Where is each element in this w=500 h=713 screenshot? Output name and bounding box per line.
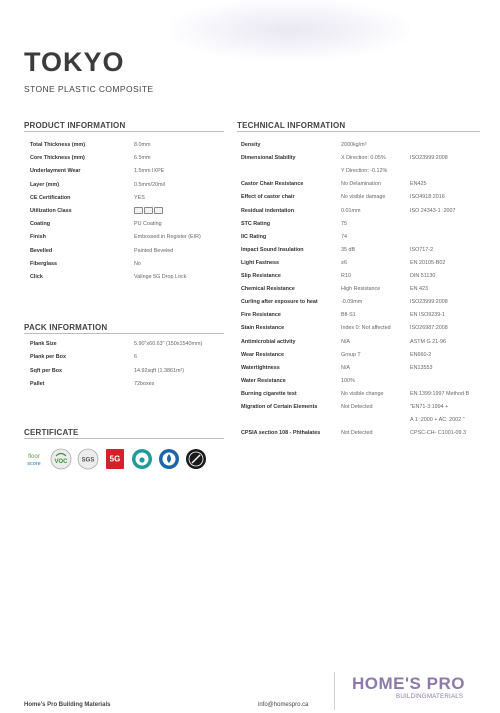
spec-value: 2000kg/m³: [341, 142, 367, 148]
spec-label: Utilization Class: [30, 208, 72, 214]
spec-label: Core Thickness (mm): [30, 155, 85, 162]
brand-logo-sub: BUILDINGMATERIALS: [396, 693, 464, 700]
spec-label: Fiberglass: [30, 260, 57, 267]
spec-value: Painted Beveled: [134, 247, 174, 254]
certificate-logos: [23, 448, 207, 470]
spec-label: Click: [30, 274, 43, 280]
spec-standard: EN13553: [410, 364, 433, 371]
spec-label: Dimensional Stability: [241, 155, 296, 162]
certificate-logo-5g: [104, 448, 126, 470]
certificate-logo-graphic: [50, 448, 72, 470]
footer-company: Home's Pro Building Materials: [24, 702, 111, 708]
spec-value: PU Coating: [134, 221, 162, 228]
spec-value: 5.90"x60.63" (150x1540mm): [134, 341, 203, 347]
spec-label: Curling after exposure to heat: [241, 299, 318, 306]
pack-info-rule: [24, 333, 224, 334]
certificate-logo-text: 5G: [109, 454, 121, 464]
spec-value: Index 0: Not affected: [341, 325, 391, 332]
footer-email[interactable]: info@homespro.ca: [258, 702, 309, 708]
product-info-rule: [24, 131, 224, 132]
utilization-class-icons: [134, 207, 163, 214]
spec-value: Group T: [341, 351, 361, 358]
spec-standard: DIN 51130: [410, 273, 436, 279]
pack-info-title: PACK INFORMATION: [24, 323, 108, 332]
svg-text:score: score: [27, 461, 41, 467]
svg-text:floor: floor: [28, 454, 40, 460]
spec-standard: EN660-2: [410, 351, 432, 358]
spec-value: 6.5mm: [134, 155, 151, 162]
spec-label: Burning cigarette test: [241, 390, 297, 397]
spec-label: Pallet: [30, 380, 45, 387]
product-info-table: [30, 142, 230, 287]
product-info-title: PRODUCT INFORMATION: [24, 121, 126, 130]
certificate-rule: [24, 438, 224, 439]
spec-value: Embossed in Register (EIR): [134, 234, 201, 241]
spec-value: X Direction: 0.05%: [341, 155, 386, 162]
spec-standard: EN ISO9239-1: [410, 312, 446, 319]
spec-label: Residual indentation: [241, 207, 295, 214]
spec-value: No visible damage: [341, 194, 386, 201]
spec-value: High Resistance: [341, 286, 381, 293]
spec-label: Chemical Resistance: [241, 286, 295, 293]
utilization-icon: [144, 207, 153, 214]
spec-standard: A 1 :2000 + AC: 2002 ": [410, 417, 465, 424]
technical-info-table: [241, 142, 491, 442]
spec-label: CPSIA section 108 - Phthalates: [241, 430, 321, 437]
spec-label: Total Thickness (mm): [30, 142, 86, 148]
spec-label: Water Resistance: [241, 377, 286, 384]
spec-value: 0.5mm/20mil: [134, 181, 165, 188]
spec-value: 1.5mm IXPE: [134, 168, 165, 175]
certificate-logo-graphic: [104, 448, 126, 470]
spec-standard: EN 423: [410, 286, 428, 293]
spec-label: Migration of Certain Elements: [241, 404, 318, 410]
spec-standard: ISO23999:2008: [410, 299, 448, 306]
utilization-icon: [134, 207, 143, 214]
spec-standard: ISO 24343-1 :2007: [410, 207, 456, 214]
spec-label: Bevelled: [30, 247, 53, 254]
spec-standard: EN 20105-B02: [410, 259, 446, 266]
certificate-logo-text: VOC: [54, 459, 68, 465]
header-glow: [170, 0, 410, 60]
technical-info-rule: [237, 131, 480, 132]
spec-standard: ISO26987:2008: [410, 325, 448, 332]
product-title: TOKYO: [24, 47, 125, 77]
brand-logo-main: HOME'S PRO: [352, 674, 465, 693]
spec-label: Finish: [30, 234, 46, 241]
spec-value: 75: [341, 220, 347, 227]
spec-label: IIC Rating: [241, 233, 267, 240]
spec-label: STC Rating: [241, 220, 271, 227]
certificate-logo-floorscore: [23, 448, 45, 470]
spec-label: Density: [241, 142, 261, 148]
spec-label: Light Fastness: [241, 259, 280, 266]
spec-label: Castor Chair Resistance: [241, 181, 304, 188]
certificate-logo-graphic: [77, 448, 99, 470]
spec-value: Not Detected: [341, 430, 373, 437]
spec-standard: ISO717-2: [410, 246, 434, 253]
footer-divider: [334, 672, 335, 710]
spec-value: 8.0mm: [134, 142, 151, 148]
certificate-logo-graphic: [23, 448, 45, 470]
spec-standard: ISO23999:2008: [410, 155, 448, 162]
spec-label: Coating: [30, 221, 51, 228]
spec-label: Plank Size: [30, 341, 57, 347]
spec-label: Layer (mm): [30, 181, 60, 188]
spec-label: Antimicrobial activity: [241, 338, 296, 345]
spec-label: Watertightness: [241, 364, 280, 371]
spec-value: No visible change: [341, 390, 384, 397]
spec-standard: ISO4918:2016: [410, 194, 445, 201]
technical-info-title: TECHNICAL INFORMATION: [237, 121, 346, 130]
spec-value: Y Direction: -0.12%: [341, 168, 388, 175]
spec-value: ≥6: [341, 259, 347, 266]
certificate-logo-graphic: [158, 448, 180, 470]
spec-value: YES: [134, 194, 145, 201]
spec-label: Impact Sound Insulation: [241, 246, 304, 253]
certificate-logo-graphic: [185, 448, 207, 470]
spec-value: No: [134, 260, 141, 267]
spec-label: Slip Resistance: [241, 273, 281, 279]
certificate-logo-scratch: [185, 448, 207, 470]
certificate-title: CERTIFICATE: [24, 428, 79, 437]
certificate-logo-text: SGS: [81, 457, 95, 464]
certificate-logo-sgs: [77, 448, 99, 470]
spec-value: 72boxes: [134, 380, 155, 387]
spec-value: 0.01mm: [341, 207, 361, 214]
utilization-icon: [154, 207, 163, 214]
spec-label: Sqft per Box: [30, 367, 63, 374]
spec-value: Valinge 5G Drop Lock: [134, 274, 187, 280]
spec-value: 6: [134, 354, 137, 361]
spec-standard: EN425: [410, 181, 427, 188]
spec-value: Not Detected: [341, 404, 373, 410]
certificate-logo-water: [158, 448, 180, 470]
brand-logo: [352, 674, 482, 700]
spec-standard: EN 1399:1997 Method B: [410, 390, 470, 397]
spec-label: Wear Resistance: [241, 351, 285, 358]
spec-label: Underlayment Wear: [30, 168, 81, 175]
spec-label: CE Certification: [30, 194, 71, 201]
spec-value: R10: [341, 273, 351, 279]
spec-value: No Delamination: [341, 181, 381, 188]
certificate-logo-graphic: [131, 448, 153, 470]
spec-label: Stain Resistance: [241, 325, 285, 332]
spec-value: -0.09mm: [341, 299, 363, 306]
pack-info-table: [30, 341, 230, 391]
spec-value: 35 dB: [341, 246, 356, 253]
spec-label: Fire Resistance: [241, 312, 281, 319]
spec-standard: CPSC-CH- C1001-09.3: [410, 430, 467, 437]
spec-label: Plank per Box: [30, 354, 66, 361]
spec-value: 74: [341, 233, 347, 240]
spec-value: N/A: [341, 338, 350, 345]
spec-value: 14.92sqft (1.3861m²): [134, 367, 185, 374]
spec-value: 100%: [341, 377, 355, 384]
spec-value: N/A: [341, 364, 350, 371]
spec-standard: "EN71-3:1994 +: [410, 404, 449, 410]
certificate-logo-voc: [50, 448, 72, 470]
product-subtitle: STONE PLASTIC COMPOSITE: [24, 84, 154, 94]
certificate-logo-pet: [131, 448, 153, 470]
spec-standard: ASTM G 21-96: [410, 338, 446, 345]
spec-label: Effect of castor chair: [241, 194, 295, 201]
spec-value: Bfl-S1: [341, 312, 356, 319]
